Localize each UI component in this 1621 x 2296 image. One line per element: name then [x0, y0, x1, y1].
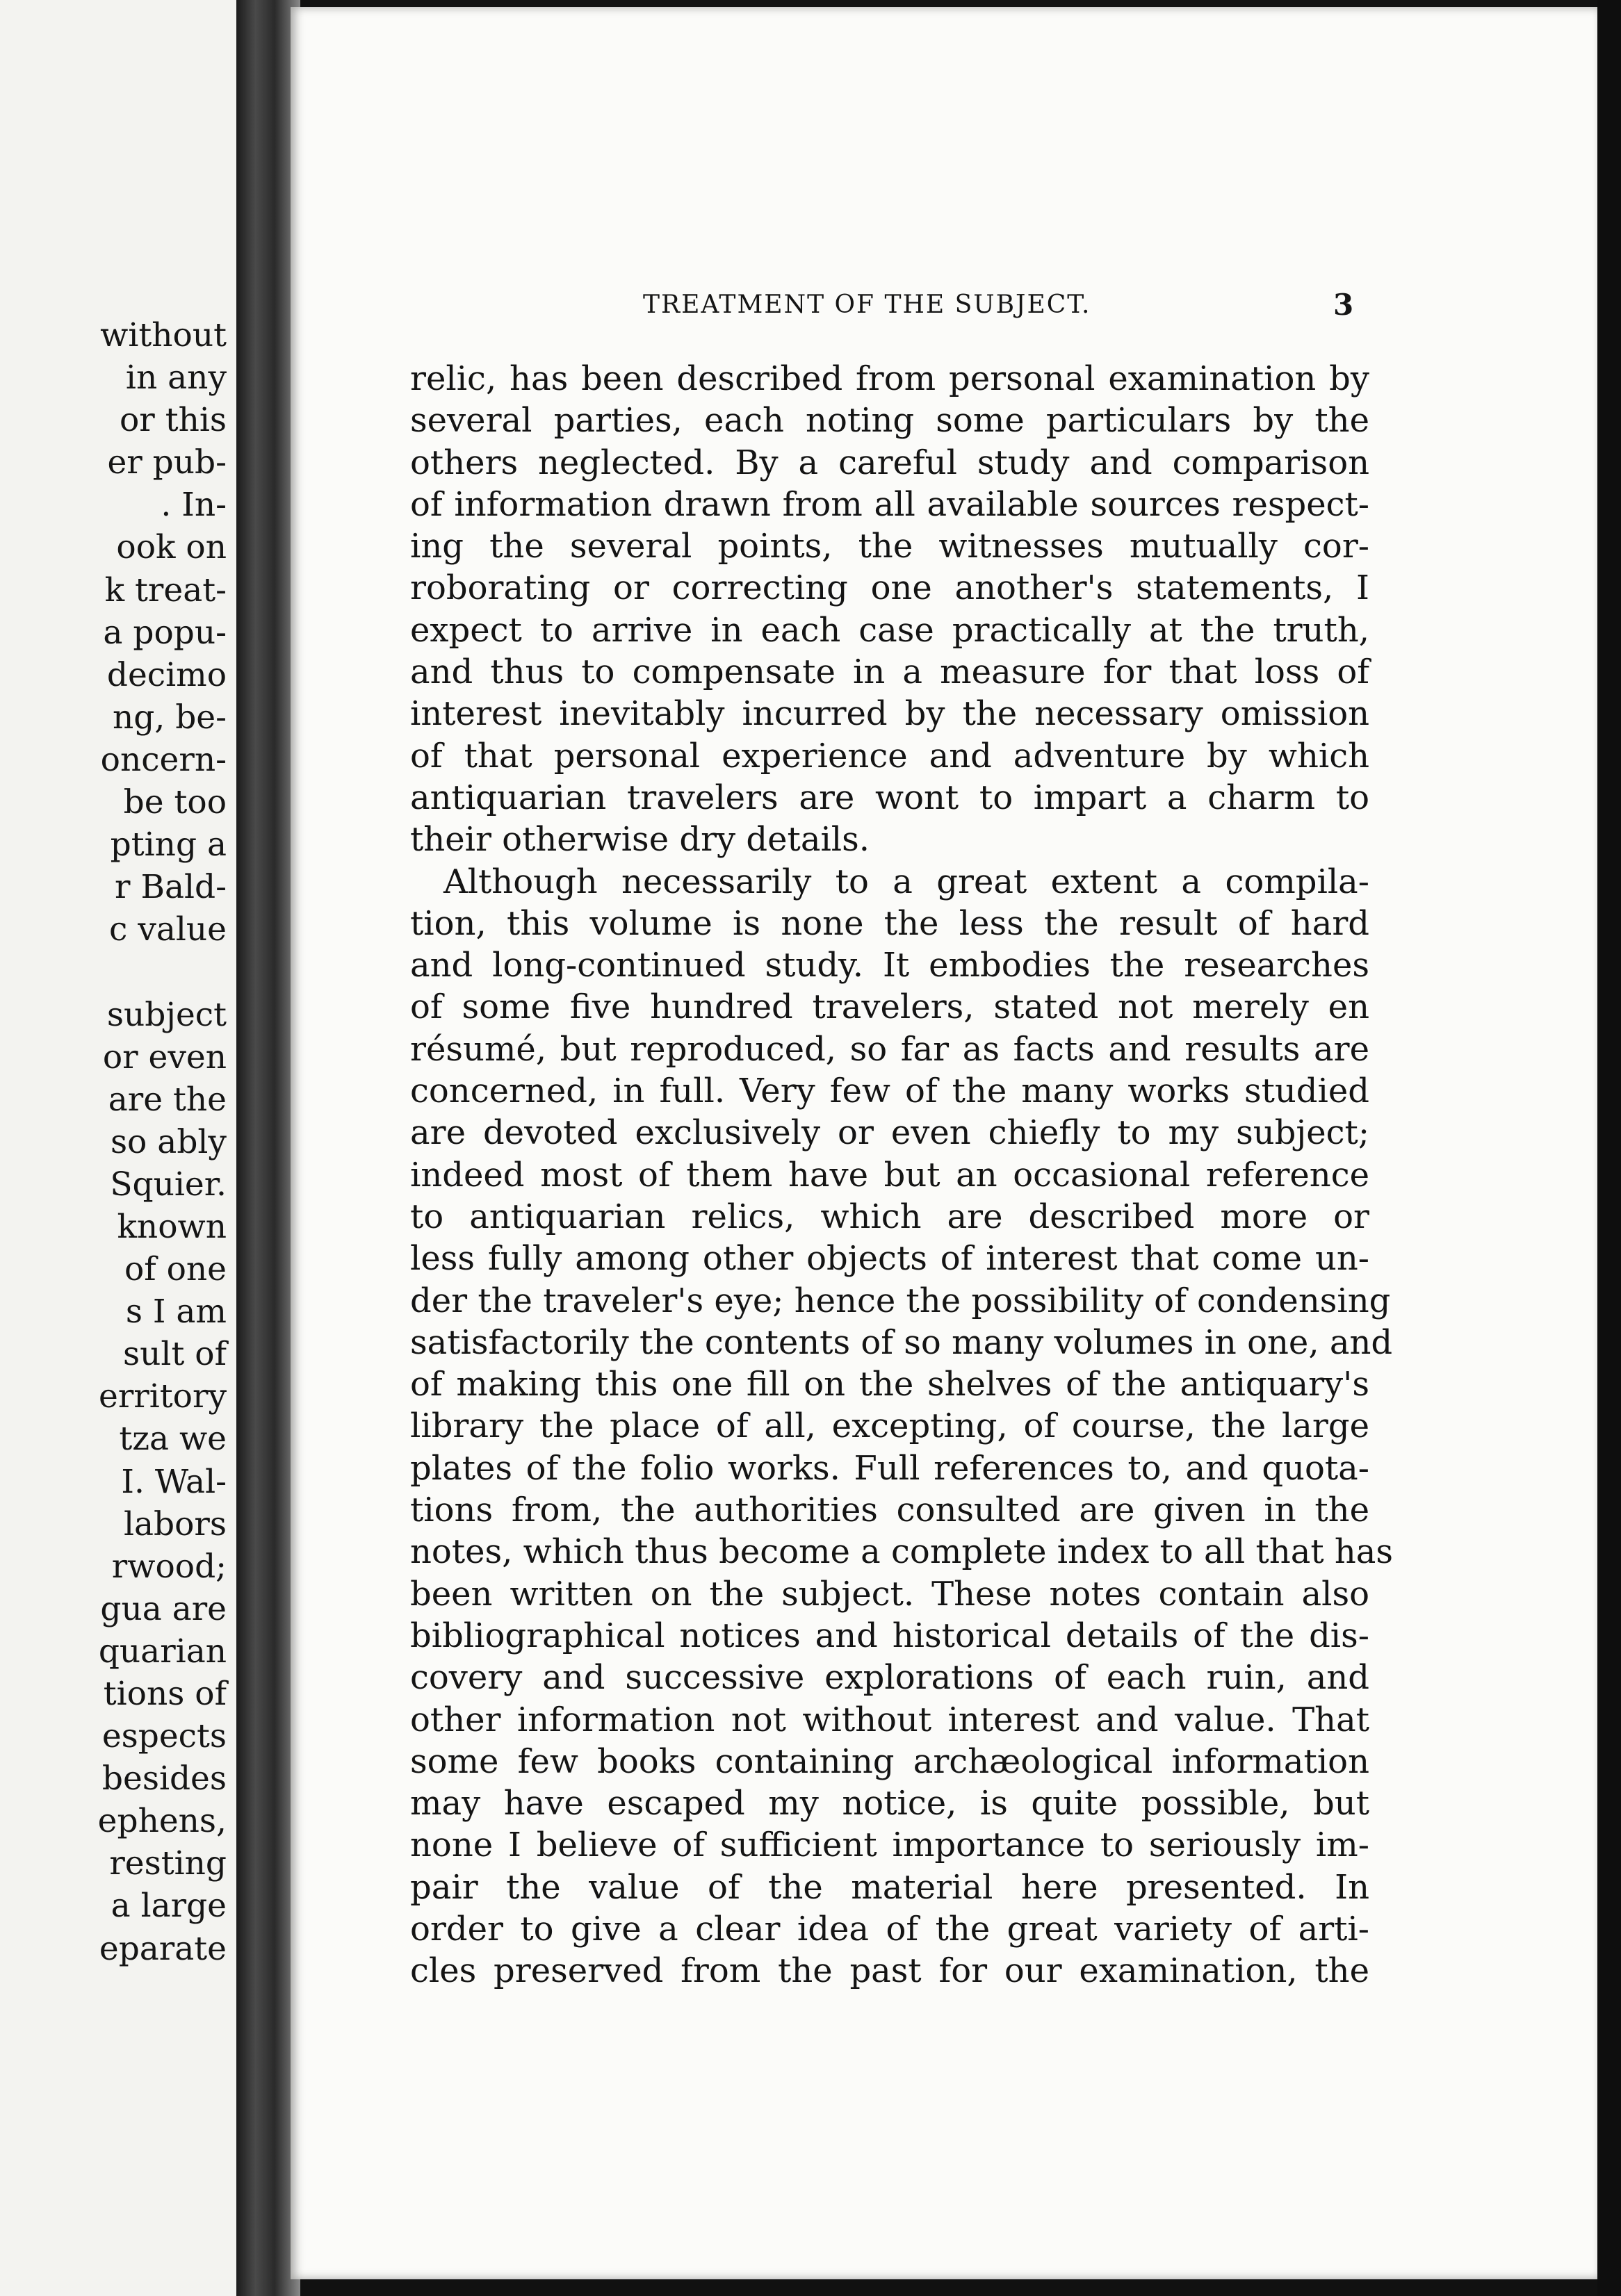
- text-line: to antiquarian relics, which are described more or: [410, 1197, 1369, 1236]
- facing-line: a large: [111, 1887, 227, 1926]
- text-line: antiquarian travelers are wont to impart a charm to: [410, 778, 1369, 817]
- text-line: plates of the folio works. Full references to, and quota-: [410, 1448, 1369, 1488]
- facing-line: or this: [119, 401, 227, 440]
- facing-line: er pub-: [107, 443, 227, 482]
- text-line: been written on the subject. These notes contain also: [410, 1574, 1369, 1614]
- text-line: library the place of all, excepting, of course, the large: [410, 1407, 1369, 1446]
- facing-line: oncern-: [100, 740, 227, 779]
- text-line: less fully among other objects of interest that come un-: [410, 1239, 1369, 1279]
- facing-line: a popu-: [103, 613, 227, 652]
- facing-line: tions of: [103, 1675, 227, 1713]
- facing-line: so ably: [110, 1122, 227, 1161]
- facing-line: gua are: [100, 1589, 227, 1628]
- text-line: relic, has been described from personal examination by: [410, 359, 1369, 398]
- text-line: of making this one fill on the shelves of the antiquary's: [410, 1365, 1369, 1404]
- text-line: some few books containing archæological information: [410, 1741, 1369, 1781]
- facing-page-text: [98, 314, 227, 1970]
- facing-line: in any: [125, 359, 227, 397]
- scan-background-edge: [1597, 0, 1621, 2296]
- facing-line: ephens,: [97, 1802, 227, 1841]
- facing-line: resting: [109, 1844, 227, 1883]
- text-line: ing the several points, the witnesses mutually cor-: [410, 527, 1369, 566]
- facing-line: eparate: [99, 1929, 227, 1968]
- facing-line: subject: [106, 995, 227, 1034]
- text-line: of that personal experience and adventure by which: [410, 736, 1369, 776]
- text-line: tion, this volume is none the less the result of hard: [410, 903, 1369, 943]
- facing-line: [98, 951, 227, 993]
- facing-line: are the: [108, 1080, 227, 1119]
- facing-line: s I am: [125, 1293, 227, 1331]
- text-line: other information not without interest and value. That: [410, 1700, 1369, 1739]
- facing-line: without: [100, 316, 227, 354]
- text-line: cles preserved from the past for our examination, the: [410, 1951, 1369, 1991]
- text-line: others neglected. By a careful study and comparison: [410, 443, 1369, 482]
- book-page: [291, 7, 1597, 2279]
- text-line: none I believe of sufficient importance to seriously im-: [410, 1826, 1369, 1865]
- facing-line: labors: [123, 1504, 227, 1543]
- facing-line: ng, be-: [112, 698, 227, 737]
- facing-line: k treat-: [104, 571, 227, 609]
- facing-line: r Bald-: [115, 868, 227, 907]
- page-number: 3: [1333, 288, 1354, 322]
- text-line: résumé, but reproduced, so far as facts and results are: [410, 1029, 1369, 1069]
- facing-line: or even: [102, 1038, 227, 1076]
- facing-line: ook on: [116, 528, 227, 567]
- text-line: interest inevitably incurred by the necessary omission: [410, 694, 1369, 734]
- facing-line: sult of: [123, 1335, 227, 1374]
- facing-line: quarian: [98, 1632, 227, 1671]
- running-head: TREATMENT OF THE SUBJECT.: [643, 290, 1091, 319]
- text-line: of information drawn from all available sources respect-: [410, 484, 1369, 524]
- text-line: order to give a clear idea of the great variety of arti-: [410, 1909, 1369, 1949]
- facing-line: of one: [124, 1250, 227, 1289]
- text-line: are devoted exclusively or even chiefly to my subject;: [410, 1113, 1369, 1153]
- facing-line: be too: [123, 783, 227, 822]
- text-line: may have escaped my notice, is quite possible, but: [410, 1784, 1369, 1823]
- text-line: pair the value of the material here presented. In: [410, 1867, 1369, 1907]
- text-line: several parties, each noting some particulars by the: [410, 401, 1369, 441]
- facing-line: c value: [109, 910, 227, 949]
- facing-line: known: [117, 1207, 227, 1246]
- text-line: expect to arrive in each case practically at the truth,: [410, 610, 1369, 650]
- facing-line: erritory: [99, 1377, 227, 1416]
- text-line: roborating or correcting one another's statements, I: [410, 568, 1369, 608]
- facing-line: . In-: [161, 486, 227, 525]
- facing-line: tza we: [119, 1420, 227, 1459]
- facing-line: rwood;: [111, 1547, 227, 1586]
- text-line: der the traveler's eye; hence the possibility of condensing: [410, 1281, 1391, 1320]
- text-line: notes, which thus become a complete index to all that has: [410, 1532, 1394, 1572]
- facing-line: Squier.: [110, 1165, 227, 1204]
- facing-page: [0, 0, 236, 2296]
- text-line: and thus to compensate in a measure for that loss of: [410, 653, 1369, 692]
- text-line: covery and successive explorations of each ruin, and: [410, 1658, 1369, 1698]
- text-line: concerned, in full. Very few of the many works studied: [410, 1072, 1369, 1111]
- facing-line: besides: [101, 1760, 227, 1798]
- text-line: and long-continued study. It embodies the researches: [410, 946, 1369, 985]
- text-line: indeed most of them have but an occasional reference: [410, 1155, 1369, 1195]
- page-body: [410, 358, 1394, 1992]
- facing-line: I. Wal-: [121, 1462, 227, 1501]
- text-line: bibliographical notices and historical details of the dis-: [410, 1616, 1369, 1655]
- text-line: their otherwise dry details.: [410, 820, 870, 860]
- facing-line: espects: [101, 1717, 227, 1756]
- text-line: satisfactorily the contents of so many volumes in one, and: [410, 1322, 1393, 1362]
- text-line: of some five hundred travelers, stated not merely en: [410, 987, 1369, 1027]
- facing-line: pting a: [110, 826, 227, 864]
- text-line: tions from, the authorities consulted are given in the: [410, 1491, 1369, 1530]
- facing-line: decimo: [106, 655, 227, 694]
- text-line: Although necessarily to a great extent a compila-: [443, 862, 1369, 901]
